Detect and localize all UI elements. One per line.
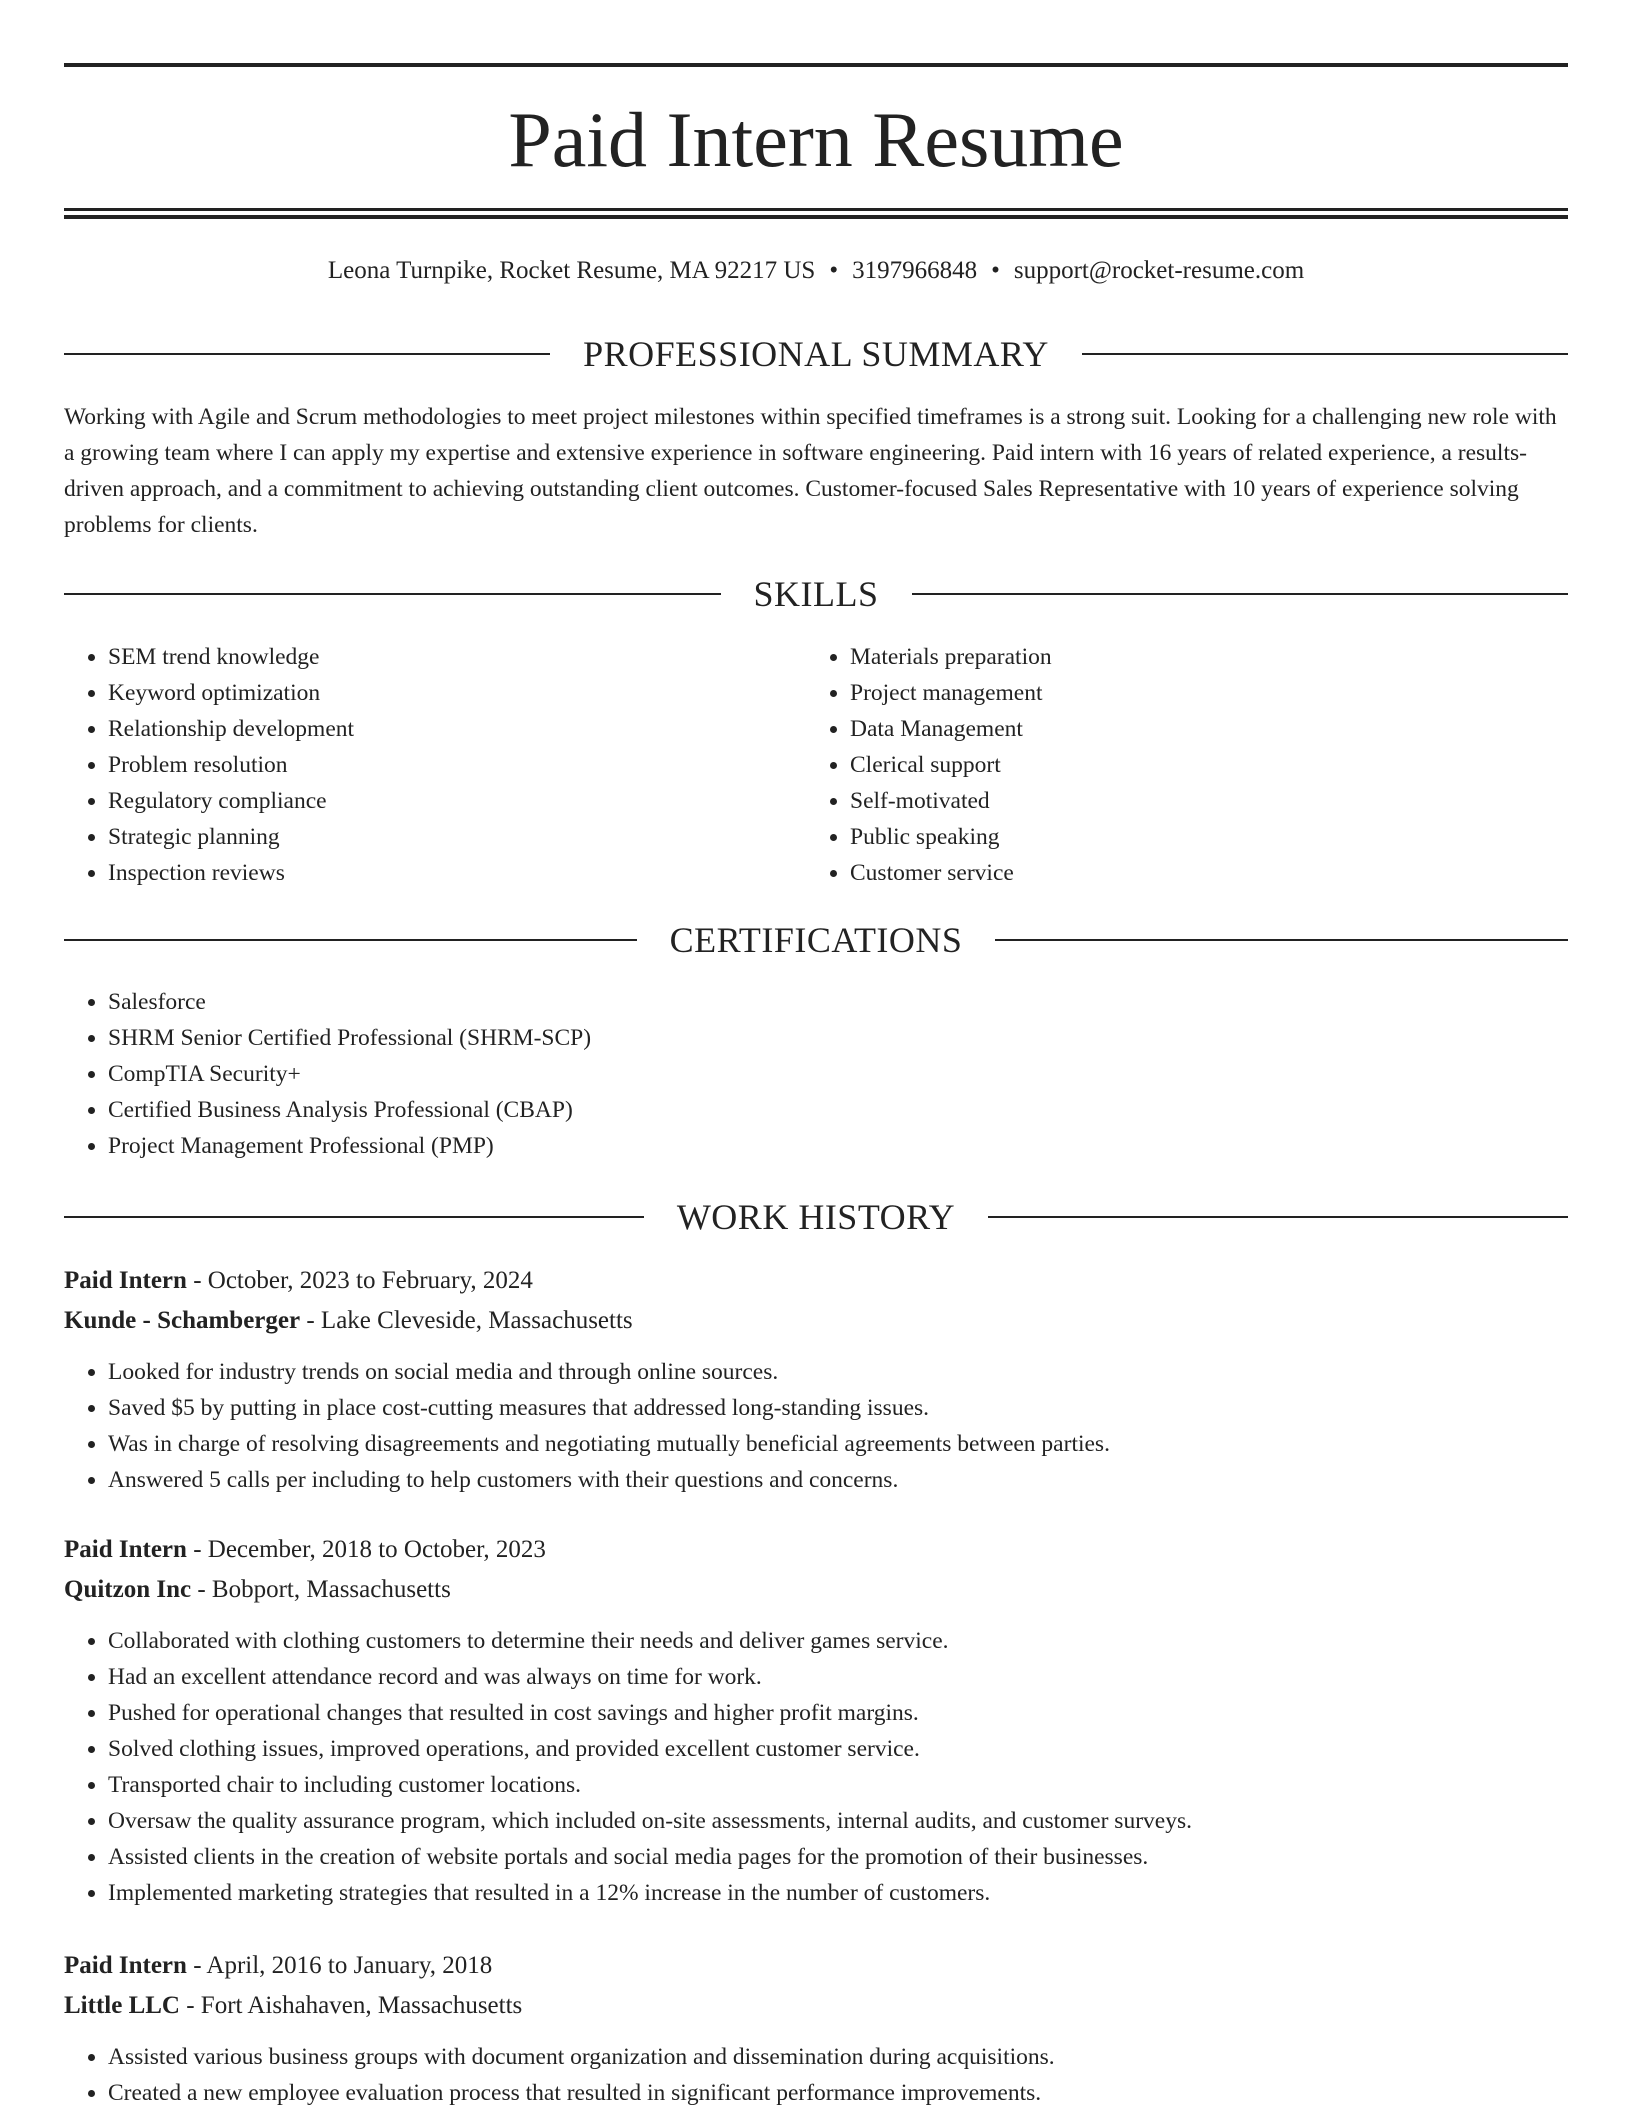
- heading-rule: [64, 593, 721, 595]
- section-heading-summary: [64, 332, 1568, 376]
- skills-right-column: [806, 639, 1052, 891]
- job-bullets: [64, 1354, 1568, 1498]
- job-dates: - April, 2016 to January, 2018: [186, 1952, 493, 1979]
- section-heading-certifications: [64, 918, 1568, 962]
- job-bullet: • Solved clothing issues, improved operations, and provided excellent customer service.: [108, 1731, 1568, 1767]
- job-company: Little LLC: [64, 1992, 180, 2019]
- contact-address: Leona Turnpike, Rocket Resume, MA 92217 US: [327, 257, 816, 284]
- job-title-line: [64, 1947, 1568, 1985]
- contact-separator: •: [991, 257, 1000, 284]
- job-dates: - December, 2018 to October, 2023: [186, 1536, 546, 1563]
- contact-email: support@rocket-resume.com: [1013, 257, 1305, 284]
- section-title: SKILLS: [753, 574, 879, 614]
- skill-item: • Regulatory compliance: [108, 783, 354, 819]
- skill-item: • Public speaking: [850, 819, 1052, 855]
- title-rule-thick: [64, 215, 1568, 219]
- job-entry: [64, 1947, 1568, 2111]
- job-location: - Bobport, Massachusetts: [191, 1576, 451, 1603]
- job-company: Quitzon Inc: [64, 1576, 192, 1603]
- job-bullets: [64, 2039, 1568, 2111]
- heading-rule: [64, 353, 550, 355]
- section-title: WORK HISTORY: [676, 1197, 956, 1237]
- job-bullet: • Was in charge of resolving disagreements and negotiating mutually beneficial agreements between parties.: [108, 1426, 1568, 1462]
- job-entry: [64, 1262, 1568, 1498]
- job-bullet: • Assisted various business groups with document organization and dissemination during acquisitions.: [108, 2039, 1568, 2075]
- heading-rule: [64, 939, 637, 941]
- title-rule-thin: [64, 208, 1568, 211]
- job-bullet: • Pushed for operational changes that resulted in cost savings and higher profit margins.: [108, 1695, 1568, 1731]
- skill-item: • Customer service: [850, 855, 1052, 891]
- job-entry: [64, 1531, 1568, 1911]
- job-bullet: • Looked for industry trends on social media and through online sources.: [108, 1354, 1568, 1390]
- job-bullet: • Answered 5 calls per including to help customers with their questions and concerns.: [108, 1462, 1568, 1498]
- job-location: - Lake Cleveside, Massachusetts: [300, 1307, 633, 1334]
- certifications-list: [64, 984, 591, 1164]
- skill-item: • Clerical support: [850, 747, 1052, 783]
- job-title: Paid Intern: [64, 1536, 187, 1563]
- job-bullet: • Implemented marketing strategies that resulted in a 12% increase in the number of customers.: [108, 1875, 1568, 1911]
- job-company: Kunde - Schamberger: [64, 1307, 301, 1334]
- contact-line: [64, 253, 1568, 289]
- job-title: Paid Intern: [64, 1267, 187, 1294]
- job-title: Paid Intern: [64, 1952, 187, 1979]
- job-company-line: [64, 1987, 1568, 2025]
- certification-item: • CompTIA Security+: [108, 1056, 591, 1092]
- contact-phone: 3197966848: [852, 257, 978, 284]
- skill-item: • Inspection reviews: [108, 855, 354, 891]
- contact-separator: •: [829, 257, 839, 284]
- job-bullet: • Saved $5 by putting in place cost-cutting measures that addressed long-standing issues.: [108, 1390, 1568, 1426]
- skill-item: • Self-motivated: [850, 783, 1052, 819]
- job-bullets: [64, 1623, 1568, 1911]
- skill-item: • Strategic planning: [108, 819, 354, 855]
- heading-rule: [995, 939, 1568, 941]
- job-bullet: • Created a new employee evaluation process that resulted in significant performance improvements.: [108, 2075, 1568, 2111]
- job-dates: - October, 2023 to February, 2024: [186, 1267, 533, 1294]
- job-title-line: [64, 1262, 1568, 1300]
- section-title: PROFESSIONAL SUMMARY: [583, 334, 1049, 374]
- skill-item: • Materials preparation: [850, 639, 1052, 675]
- certification-item: • SHRM Senior Certified Professional (SHRM-SCP): [108, 1020, 591, 1056]
- heading-rule: [1082, 353, 1568, 355]
- top-rule: [64, 63, 1568, 67]
- certification-item: • Salesforce: [108, 984, 591, 1020]
- section-title: CERTIFICATIONS: [669, 920, 963, 960]
- skill-item: • Data Management: [850, 711, 1052, 747]
- job-bullet: • Oversaw the quality assurance program, which included on-site assessments, internal audits, and customer surveys.: [108, 1803, 1568, 1839]
- job-company-line: [64, 1302, 1568, 1340]
- job-bullet: • Had an excellent attendance record and was always on time for work.: [108, 1659, 1568, 1695]
- job-bullet: • Collaborated with clothing customers to determine their needs and deliver games service.: [108, 1623, 1568, 1659]
- job-bullet: • Transported chair to including customer locations.: [108, 1767, 1568, 1803]
- section-heading-work-history: [64, 1195, 1568, 1239]
- heading-rule: [912, 593, 1569, 595]
- skills-left-column: [64, 639, 354, 891]
- skill-item: • Relationship development: [108, 711, 354, 747]
- job-location: - Fort Aishahaven, Massachusetts: [179, 1992, 523, 2019]
- heading-rule: [988, 1216, 1568, 1218]
- heading-rule: [64, 1216, 644, 1218]
- certification-item: • Project Management Professional (PMP): [108, 1128, 591, 1164]
- summary-text: Working with Agile and Scrum methodologies to meet project milestones within specified timeframes is a strong suit. Looking for a challenging new role with a growing team where I can apply my expertise and extensive experience in software engineering. Paid intern with 16 years of related experience, a results-driven approach, and a commitment to achieving outstanding client outcomes. Customer-focused Sales Representative with 10 years of experience solving problems for clients.: [64, 404, 1557, 538]
- certification-item: • Certified Business Analysis Professional (CBAP): [108, 1092, 591, 1128]
- section-heading-skills: [64, 572, 1568, 616]
- skill-item: • Problem resolution: [108, 747, 354, 783]
- job-bullet: • Assisted clients in the creation of website portals and social media pages for the promotion of their businesses.: [108, 1839, 1568, 1875]
- job-title-line: [64, 1531, 1568, 1569]
- skill-item: • Keyword optimization: [108, 675, 354, 711]
- job-company-line: [64, 1571, 1568, 1609]
- skill-item: • SEM trend knowledge: [108, 639, 354, 675]
- resume-title: Paid Intern Resume: [508, 96, 1124, 183]
- skill-item: • Project management: [850, 675, 1052, 711]
